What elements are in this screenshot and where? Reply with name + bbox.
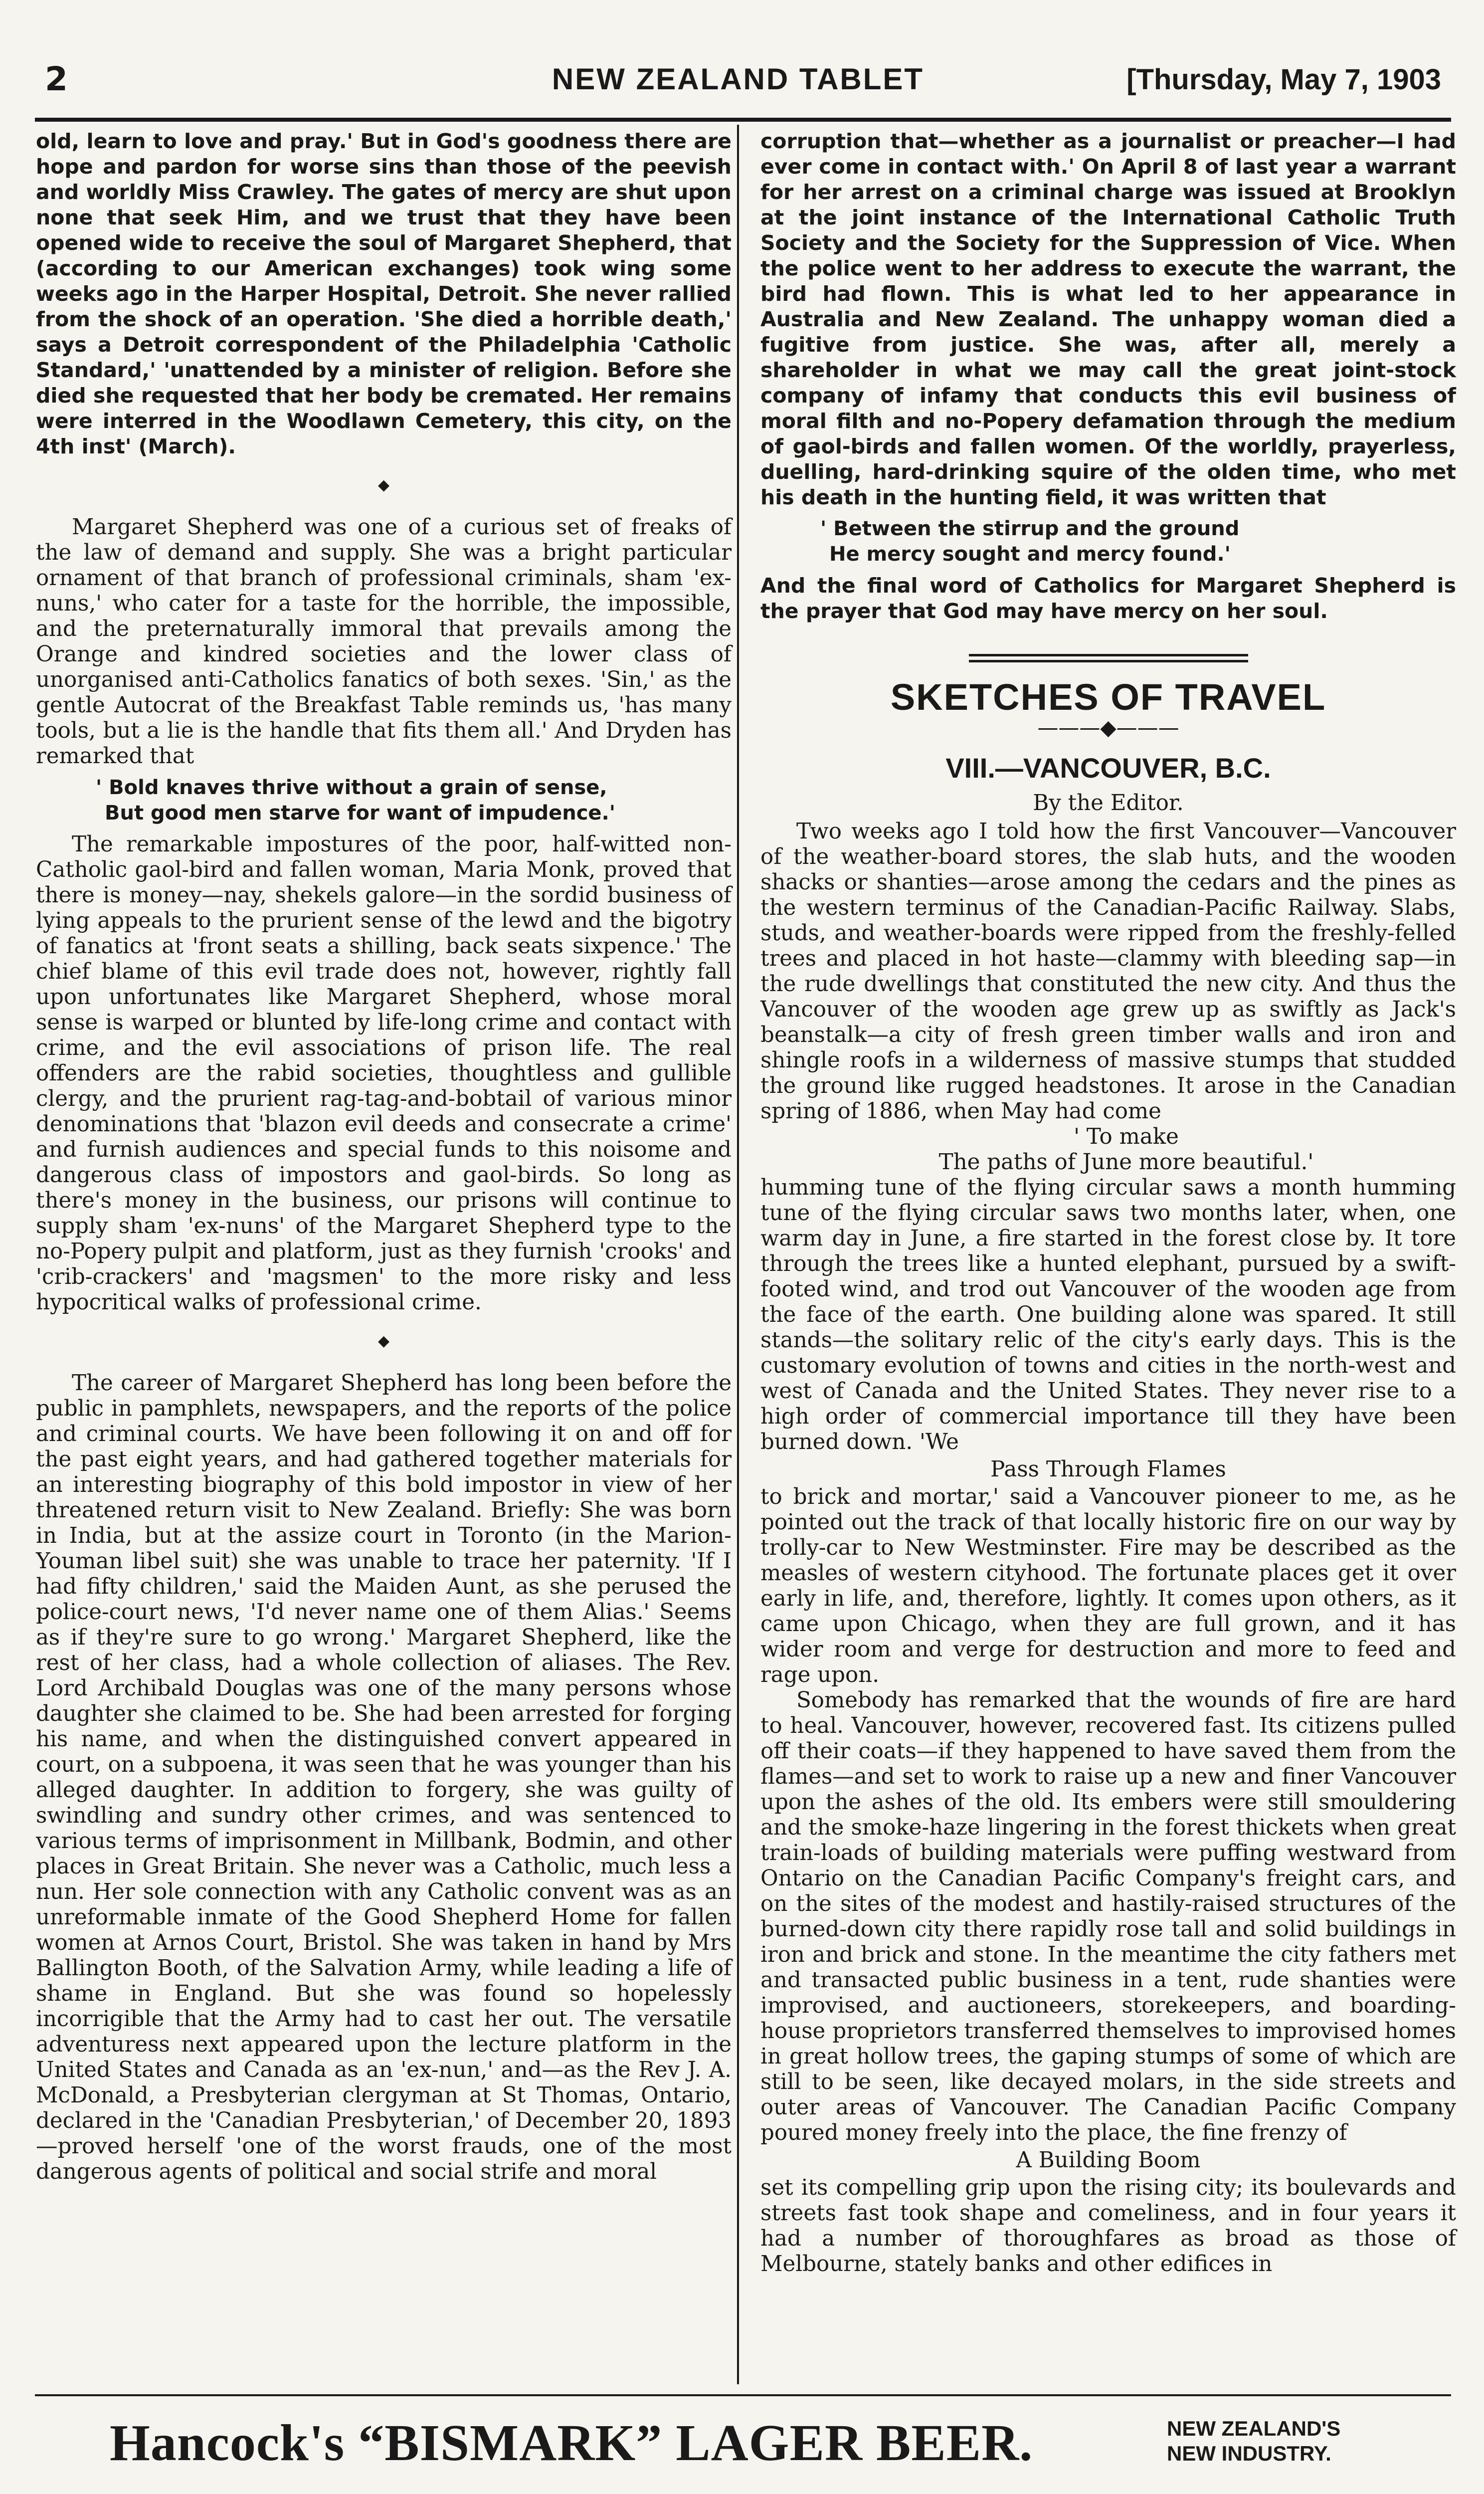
paragraph: Margaret Shepherd was one of a curious set of freaks of the law of demand and supply. She was a bright particular ornament of that branch of professional criminals, sham 'ex-nuns,' who cater for a taste for the horrible, the impossible, and the preternaturally immoral that prevails among the Orange and kindred societies and the lower class of unorganised anti-Catholics fanatics of both sexes. 'Sin,' as the gentle Autocrat of the Breakfast Table reminds us, 'has many tools, but a lie is the handle that fits them all.' And Dryden has remarked that [36,515,732,769]
paragraph: old, learn to love and pray.' But in God's goodness there are hope and pardon for worse sins than those of the peevish and worldly Miss Crawley. The gates of mercy are shut upon none that seek Him, and we trust that they have been opened wide to receive the soul of Margaret Shepherd, that (according to our American exchanges) took wing some weeks ago in the Harper Hospital, Detroit. She never rallied from the shock of an operation. 'She died a horrible death,' says a Detroit correspondent of the Philadelphia 'Catholic Standard,' 'unattended by a minister of religion. Before she died she requested that her body be cremated. Her remains were interred in the Woodlawn Cemetery, this city, on the 4th inst' (March). [36,129,732,458]
masthead [35,60,1441,120]
ornament-rule-icon: ———◆——— [1037,715,1179,740]
column-divider [737,125,739,2384]
paragraph: set its compelling grip upon the rising city; its boulevards and streets fast took shape and comeliness, and in four years it had a number of thoroughfares as broad as those of Melbourne, stately banks and other edifices in [760,2175,1456,2277]
subheading: A Building Boom [1016,2148,1201,2173]
byline: By the Editor. [1033,791,1184,816]
advert-tagline-line: NEW INDUSTRY. [1167,2442,1331,2465]
page-number: 2 [45,60,68,98]
verse-line: But good men starve for want of impudence.' [105,802,615,825]
advertisement [60,2413,1436,2473]
header-rule [35,118,1451,122]
verse-quote [36,775,732,826]
quote-line: The paths of June more beautiful.' [938,1150,1314,1175]
advert-headline: Hancock's “BISMARK” LAGER BEER. [110,2414,1033,2472]
verse-line: He mercy sought and mercy found.' [829,543,1231,566]
paragraph: The career of Margaret Shepherd has long been before the public in pamphlets, newspapers, and the reports of the police and criminal courts. We have been following it on and off for the past eight years, and had gathered together materials for an interesting biography of this bold impostor in view of her threatened return visit to New Zealand. Briefly: She was born in India, but at the assize court in Toronto (in the Marion-Youman libel suit) she was unable to trace her paternity. 'If I had fifty children,' said the Maiden Aunt, as she perused the police-court news, 'I'd never name one of them Alias.' Seems as if they're sure to go wrong.' Margaret Shepherd, like the rest of her class, had a whole collection of aliases. The Rev. Lord Archibald Douglas was one of the many persons whose daughter she claimed to be. She had been arrested for forging his name, and when the distinguished convert appeared in court, on a subpoena, it was seen that he was younger than his alleged daughter. In addition to forgery, she was guilty of swindling and sundry other crimes, and was sentenced to various terms of imprisonment in Millbank, Bodmin, and other places in Great Britain. She never was a Catholic, much less a nun. Her sole connection with any Catholic convent was as an unreformable inmate of the Good Shepherd Home for fallen women at Arnos Court, Bristol. She was taken in hand by Mrs Ballington Booth, of the Salvation Army, while leading a life of shame in England. But she was found so hopelessly incorrigible that the Army had to cast her out. The versatile adventuress next appeared upon the lecture platform in the United States and Canada as an 'ex-nun,' and—as the Rev J. A. McDonald, a Presbyterian clergyman at St Thomas, Ontario, declared in the 'Canadian Presbyterian,' of December 20, 1893—proved herself 'one of the worst frauds, one of the most dangerous agents of political and social strife and moral [36,1371,732,2184]
advert-rule [35,2394,1451,2396]
section-title: SKETCHES OF TRAVEL [890,676,1326,718]
publication-date: [Thursday, May 7, 1903 [1126,63,1441,96]
verse-line: ' Bold knaves thrive without a grain of sense, [96,776,607,799]
verse-quote [760,516,1456,567]
advert-tagline-line: NEW ZEALAND'S [1167,2417,1341,2440]
left-column [36,129,732,2185]
subheading: Pass Through Flames [990,1457,1226,1482]
article-title: VIII.—VANCOUVER, B.C. [945,752,1271,784]
diamond-dingbat-icon: ◆ [377,1332,390,1350]
paragraph: The remarkable impostures of the poor, half-witted non-Catholic gaol-bird and fallen woman, Maria Monk, proved that there is money—nay, shekels galore—in the sordid business of lying appeals to the prurient sense of the lewd and the bigotry of fanatics at 'front seats a shilling, back seats sixpence.' The chief blame of this evil trade does not, however, rightly fall upon unfortunates like Margaret Shepherd, whose moral sense is warped or blunted by life-long crime and contact with crime, and the evil associations of prison life. The real offenders are the rabid societies, thoughtless and gullible clergy, and the prurient rag-tag-and-bobtail of various minor denominations that 'blazon evil deeds and consecrate a crime' and furnish audiences and special funds to this noisome and dangerous class of impostors and gaol-birds. So long as there's money in the business, our prisons will continue to supply sham 'ex-nuns' of the Margaret Shepherd type to the no-Popery pulpit and platform, just as they furnish 'crooks' and 'crib-crackers' and 'magsmen' to the more risky and less hypocritical walks of professional crime. [36,832,732,1315]
paragraph: Somebody has remarked that the wounds of fire are hard to heal. Vancouver, however, recovered fast. Its citizens pulled off their coats—if they happened to have saved them from the flames—and set to work to raise up a new and finer Vancouver upon the ashes of the old. Its embers were still smouldering and the smoke-haze lingering in the forest thickets when great train-loads of building materials were puffing westward from Ontario on the Canadian Pacific Company's freight cars, and on the sites of the modest and hastily-raised structures of the burned-down city there rapidly rose tall and solid buildings in iron and brick and stone. In the meantime the city fathers met and transacted public business in a tent, rude shanties were improvised, and auctioneers, storekeepers, and boarding-house proprietors transferred themselves to improvised homes in great hollow trees, the gaping stumps of some of which are still to be seen, like decayed molars, in the side streets and outer areas of Vancouver. The Canadian Pacific Company poured money freely into the place, the fine frenzy of [760,1688,1456,2145]
paper-title: NEW ZEALAND TABLET [552,62,925,96]
quote-line: ' To make [1074,1124,1179,1149]
advert-tagline [1167,2416,1340,2466]
paragraph: Two weeks ago I told how the first Vancouver—Vancouver of the weather-board stores, the slab huts, and the wooden shacks or shanties—arose among the cedars and the pines as the western terminus of the Canadian-Pacific Railway. Slabs, studs, and weather-boards were ripped from the freshly-felled trees and placed in hot haste—clammy with bleeding sap—in the rude dwellings that constituted the new city. And thus the Vancouver of the wooden age grew up as swiftly as Jack's beanstalk—a city of fresh green timber walls and iron and shingle roofs in a wilderness of massive stumps that studded the ground like rugged headstones. It arose in the Canadian spring of 1886, when May had come [760,819,1456,1124]
paragraph: And the final word of Catholics for Margaret Shepherd is the prayer that God may have mercy on her soul. [760,574,1456,623]
diamond-dingbat-icon: ◆ [377,476,390,494]
paragraph: corruption that—whether as a journalist or preacher—I had ever come in contact with.' On April 8 of last year a warrant for her arrest on a criminal charge was issued at Brooklyn at the joint instance of the International Catholic Truth Society and the Society for the Suppression of Vice. When the police went to her address to execute the warrant, the bird had flown. This is what led to her appearance in Australia and New Zealand. The unhappy woman died a fugitive from justice. She was, after all, merely a shareholder in what we may call the great joint-stock company of infamy that conducts this evil business of moral filth and no-Popery defamation through the medium of gaol-birds and fallen women. Of the worldly, prayerless, duelling, hard-drinking squire of the olden time, who met his death in the hunting field, it was written that [760,129,1456,509]
paragraph: humming tune of the flying circular saws a month humming tune of the flying circular saws two months later, when, one warm day in June, a fire started in the forest close by. It tore through the trees like a hunted elephant, pursued by a swift-footed wind, and trod out Vancouver of the wooden age from the face of the earth. One building alone was spared. It still stands—the solitary relic of the city's early days. This is the customary evolution of towns and cities in the north-west and west of Canada and the United States. They never rise to a high order of commercial importance till they have been burned down. 'We [760,1175,1456,1455]
verse-line: ' Between the stirrup and the ground [820,517,1240,540]
paragraph: to brick and mortar,' said a Vancouver pioneer to me, as he pointed out the track of that locally historic fire on our way by trolly-car to New Westminster. Fire may be described as the measles of western cityhood. The fortunate places get it over early in life, and, therefore, lightly. It comes upon others, as it came upon Chicago, when they are full grown, and it has wider room and verge for destruction and more to feed and rage upon. [760,1484,1456,1687]
right-column [760,129,1456,2277]
section-rules [969,654,1248,662]
